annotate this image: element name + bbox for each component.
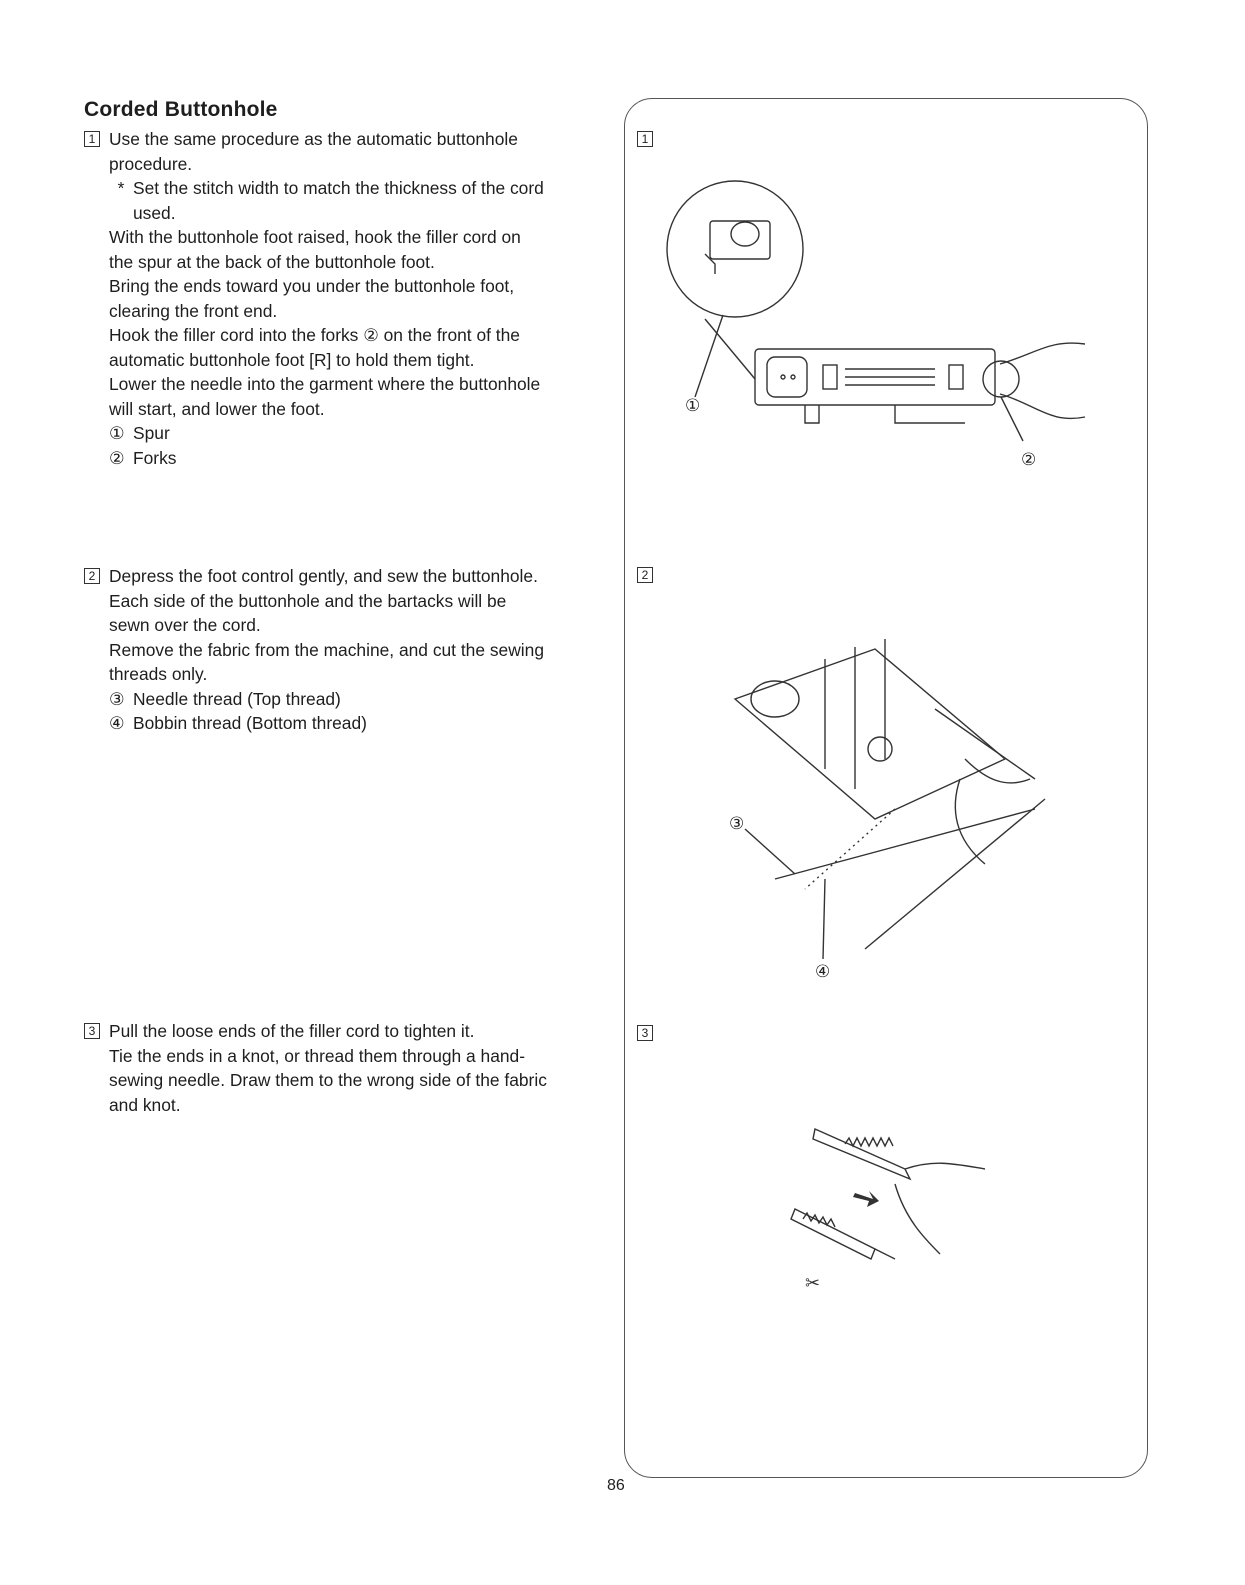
fabric-edge: [775, 809, 1035, 879]
legend-label: Bobbin thread (Bottom thread): [133, 713, 367, 733]
panel-label-2: 2: [637, 567, 653, 583]
callout-line-forks: [1001, 397, 1023, 441]
step-2-line: Remove the fabric from the machine, and cut the sewing: [109, 639, 544, 660]
page-title: Corded Buttonhole: [84, 98, 278, 121]
zoom-circle: [667, 181, 803, 317]
step-3-number: 3: [84, 1023, 100, 1039]
callout-mark: ②: [109, 447, 125, 468]
cord-tail: [875, 1249, 895, 1259]
panel-label-1: 1: [637, 131, 653, 147]
sewing-illustration: [715, 639, 1075, 979]
cord-end: [955, 779, 985, 864]
step-1-number: 1: [84, 131, 100, 147]
step-1-body-line: Lower the needle into the garment where the buttonhole: [109, 374, 541, 394]
step-1-text: [84, 127, 614, 470]
legend-label: Needle thread (Top thread): [133, 688, 341, 709]
legend-label: Forks: [133, 447, 177, 468]
step-1-body-line: the spur at the back of the buttonhole foot.: [109, 251, 435, 272]
callout-mark: ①: [109, 423, 125, 443]
machine-shank: [825, 639, 885, 789]
presser-foot: [735, 649, 1005, 819]
legend-item: [84, 687, 614, 712]
step-1-body-line: automatic buttonhole foot [R] to hold them tight.: [109, 349, 475, 370]
foot-slot: [949, 365, 963, 389]
arrow-icon: [853, 1191, 879, 1207]
callout-mark: ④: [109, 713, 125, 733]
cord-loop-bottom: [791, 1209, 875, 1259]
callout-line-spur: [705, 319, 755, 379]
step-1-body-line: Hook the filler cord into the forks ② on the front of the: [109, 325, 520, 345]
step-3-line: sewing needle. Draw them to the wrong side of the fabric: [109, 1070, 547, 1090]
filler-cord: [1000, 343, 1085, 364]
stitch-zigzag: [803, 1213, 835, 1227]
page-number: 86: [607, 1477, 625, 1494]
stitch-line: [805, 809, 895, 889]
callout-4-label: ④: [815, 962, 831, 979]
step-3-line: Tie the ends in a knot, or thread them through a hand-: [109, 1045, 526, 1066]
legend-label: Spur: [133, 423, 170, 443]
callout-2-label: ②: [1021, 450, 1037, 469]
step-1-bullet-cont: used.: [133, 202, 176, 223]
foot-base: [805, 405, 965, 423]
hand-finger: [895, 1184, 940, 1254]
callout-line-needle-thread: [745, 829, 795, 874]
step-1-line: procedure.: [109, 153, 193, 174]
callout-line-spur: [695, 315, 723, 397]
screw-knob: [868, 737, 892, 761]
step-3-text: [84, 1019, 614, 1117]
step-3-line: Pull the loose ends of the filler cord to tighten it.: [109, 1021, 475, 1041]
callout-1-label: ①: [685, 396, 701, 415]
scissors-icon: ✂: [805, 1273, 821, 1293]
forks-detail: [983, 361, 1019, 397]
step-1-bullet-text: Set the stitch width to match the thickness of the cord: [133, 178, 544, 198]
stitch-zigzag: [845, 1138, 893, 1146]
foot-detail: [710, 221, 770, 259]
step-1-bullet: [84, 176, 614, 201]
step-1-body-line: Bring the ends toward you under the buttonhole foot,: [109, 276, 515, 296]
step-2-line: sewn over the cord.: [109, 615, 261, 635]
callout-line-bobbin-thread: [823, 879, 825, 959]
legend-item: [84, 711, 614, 736]
callout-mark: ③: [109, 688, 125, 709]
panel-label-3: 3: [637, 1025, 653, 1041]
button-holder: [751, 681, 799, 717]
step-2-line: threads only.: [109, 664, 208, 684]
legend-item: [84, 446, 614, 471]
legend-item: [84, 421, 614, 446]
bullet-icon: *: [117, 178, 125, 198]
filler-cord: [1000, 394, 1085, 418]
step-2-number: 2: [84, 568, 100, 584]
step-1-body-line: clearing the front end.: [109, 300, 278, 321]
buttonhole-foot-illustration: [655, 179, 1115, 479]
button-detail: [731, 222, 759, 246]
illustration-panel: [624, 98, 1148, 1478]
step-1-line: Use the same procedure as the automatic buttonhole: [109, 129, 518, 149]
step-1-body-line: will start, and lower the foot.: [109, 398, 325, 419]
hand-finger: [905, 1163, 985, 1169]
cord-loop-top: [813, 1129, 910, 1179]
step-2-line: Each side of the buttonhole and the bartacks will be: [109, 590, 507, 611]
fabric-edge: [865, 799, 1045, 949]
foot-r-mark: [823, 365, 837, 389]
button-holder: [767, 357, 807, 397]
step-2-text: [84, 564, 614, 736]
step-3-line: and knot.: [109, 1094, 181, 1115]
tie-cord-illustration: [785, 1109, 1005, 1309]
step-1-body-line: With the buttonhole foot raised, hook the filler cord on: [109, 227, 521, 247]
callout-3-label: ③: [729, 814, 745, 833]
step-2-line: Depress the foot control gently, and sew the buttonhole.: [109, 566, 538, 586]
